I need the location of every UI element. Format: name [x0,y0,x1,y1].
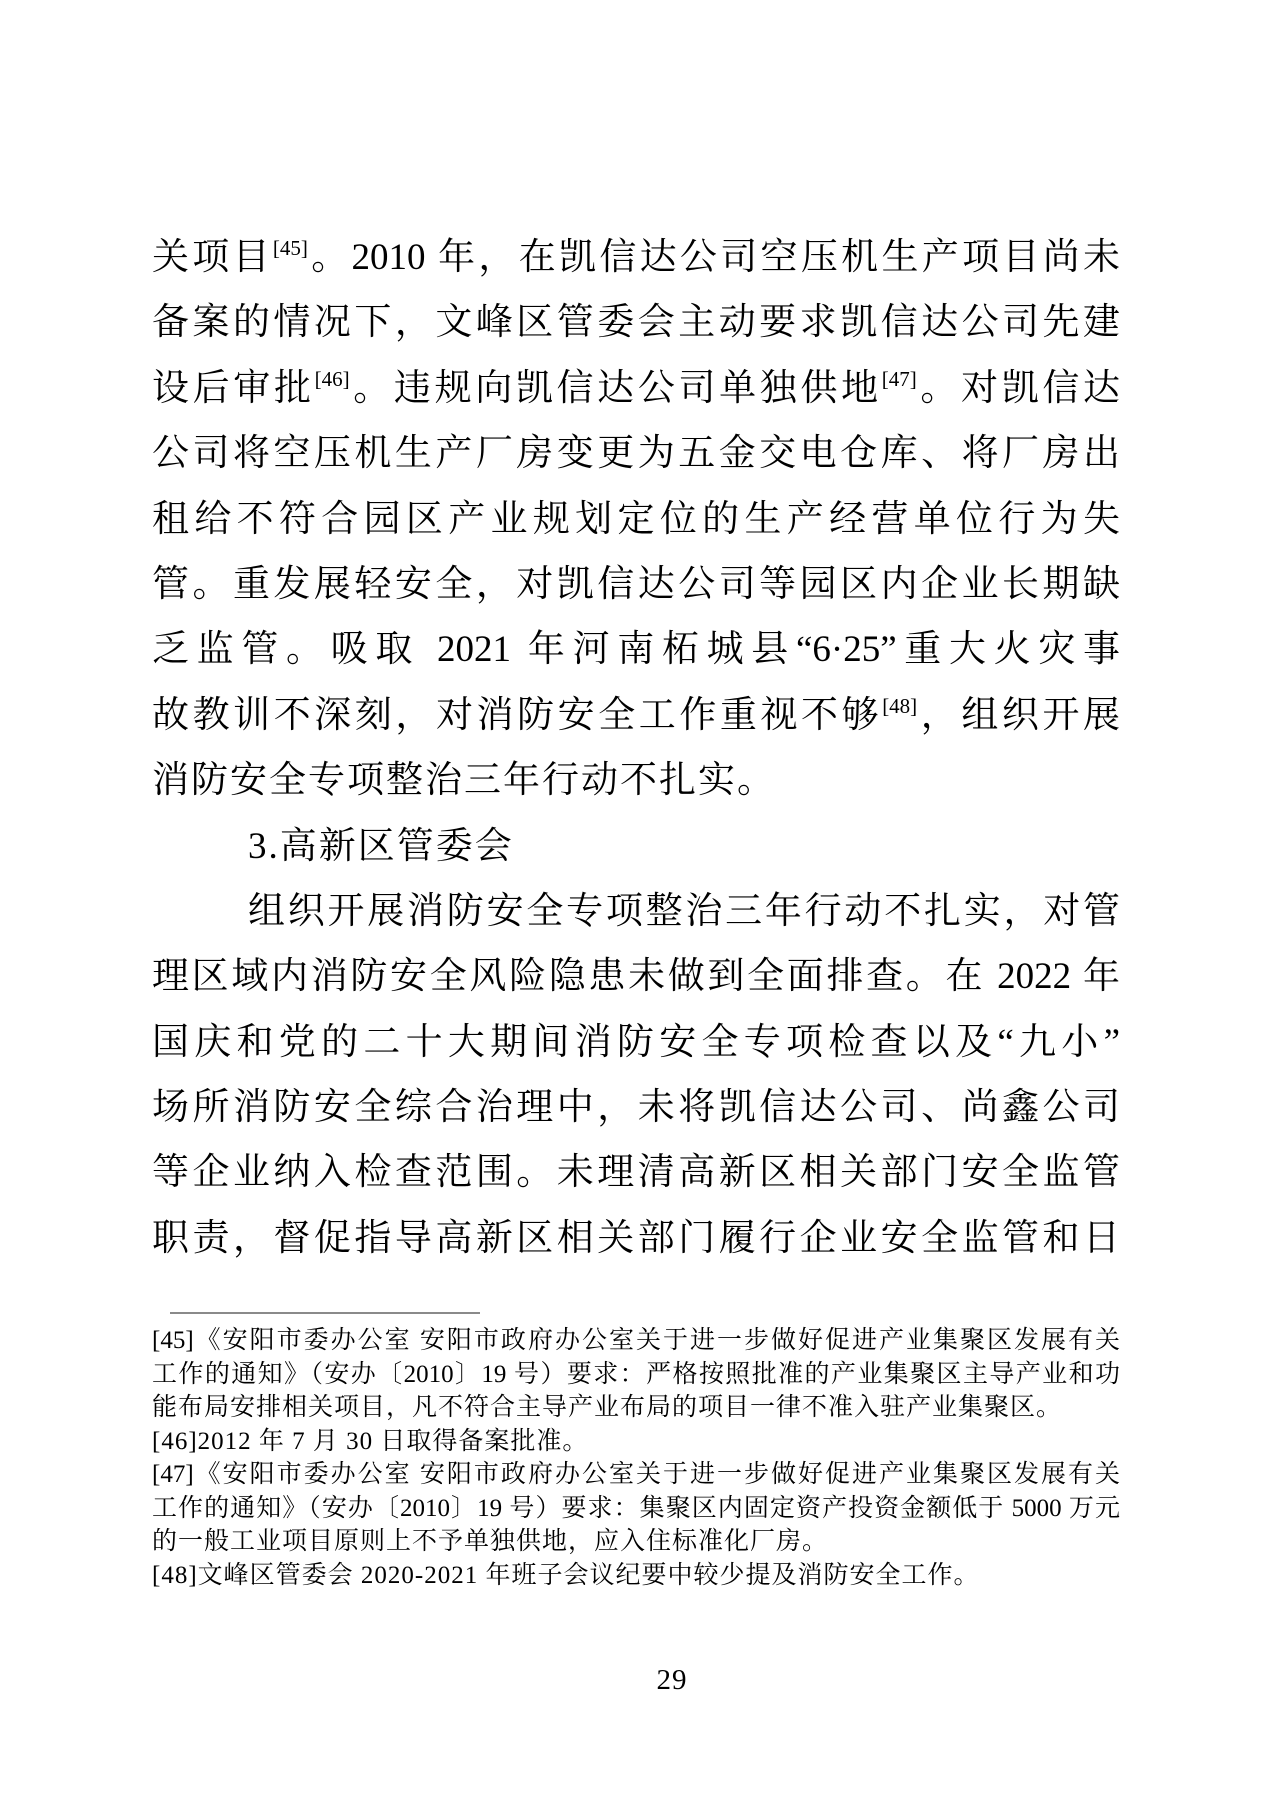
text-run: 理区域内消防安全风险隐患未做到全面排查。在 2022 年 [152,956,1120,998]
body-line [152,617,1120,682]
text-run: 等企业纳入检查范围。未理清高新区相关部门安全监管 [152,1152,1120,1194]
text-run: 3.高新区管委会 [248,825,514,867]
body-line [152,552,1120,617]
footnote-line: 能布局安排相关项目，凡不符合主导产业布局的项目一律不准入驻产业集聚区。 [152,1394,1063,1421]
body-line [152,879,1120,944]
footnote-line: [47]《安阳市委办公室 安阳市政府办公室关于进一步做好促进产业集聚区发展有关 [152,1461,1120,1488]
text-run: 消防安全专项整治三年行动不扎实。 [152,760,776,802]
body-line [152,487,1120,552]
text-run: 组织开展消防安全专项整治三年行动不扎实，对管 [248,890,1120,932]
text-run: 备案的情况下，文峰区管委会主动要求凯信达公司先建 [152,302,1120,344]
text-run: 国庆和党的二十大期间消防安全专项检查以及“九小” [152,1021,1120,1063]
body-line [152,1206,1120,1271]
footnote-ref: [47] [881,366,917,391]
text-run: 。违规向凯信达公司单独供地 [349,367,882,409]
text-run: 关项目 [152,237,273,278]
text-run: 职责，督促指导高新区相关部门履行企业安全监管和日 [152,1217,1120,1259]
text-run: 乏监管。吸取 2021 年河南柘城县“6·25”重大火灾事 [152,629,1120,671]
footnote-ref: [48] [882,693,918,718]
footnote-line: [48]文峰区管委会 2020-2021 年班子会议纪要中较少提及消防安全工作。 [152,1561,980,1589]
footnote-ref: [45] [272,236,308,260]
body-line [152,356,1120,421]
footnote-line: [46]2012 年 7 月 30 日取得备案批准。 [152,1427,589,1455]
footnote-ref: [46] [314,366,350,391]
text-run: 设后审批 [152,367,315,409]
text-run: 租给不符合园区产业规划定位的生产经营单位行为失 [152,498,1120,540]
body-line [152,421,1120,486]
section-heading [152,814,1120,879]
footnote-line: [45]《安阳市委办公室 安阳市政府办公室关于进一步做好促进产业集聚区发展有关 [152,1327,1120,1354]
footnote-separator [170,1312,480,1314]
body-line [152,225,1120,290]
body-line [152,748,1120,813]
body-line [152,290,1120,355]
footnote-line: 工作的通知》（安办〔2010〕19 号）要求：严格按照批准的产业集聚区主导产业和功 [152,1360,1120,1388]
footnotes [152,1324,1120,1592]
text-run: 。对凯信达 [916,367,1120,409]
body-line [152,1140,1120,1205]
body-text [152,225,1120,1271]
text-run: 管。重发展轻安全，对凯信达公司等园区内企业长期缺 [152,563,1120,605]
text-run: 场所消防安全综合治理中，未将凯信达公司、尚鑫公司 [152,1087,1120,1129]
text-run: ，组织开展 [917,694,1120,736]
text-run: 。2010 年，在凯信达公司空压机生产项目尚未 [307,237,1120,278]
body-line [152,1010,1120,1075]
body-line [152,1075,1120,1140]
body-line [152,944,1120,1009]
body-line [152,683,1120,748]
footnote-line: 工作的通知》（安办〔2010〕19 号）要求：集聚区内固定资产投资金额低于 5000 万元 [152,1494,1120,1522]
footnote-line: 的一般工业项目原则上不予单独供地，应入住标准化厂房。 [152,1528,829,1555]
page-number: 29 [656,1664,688,1696]
text-run: 公司将空压机生产厂房变更为五金交电仓库、将厂房出 [152,433,1120,475]
text-run: 故教训不深刻，对消防安全工作重视不够 [152,694,883,736]
